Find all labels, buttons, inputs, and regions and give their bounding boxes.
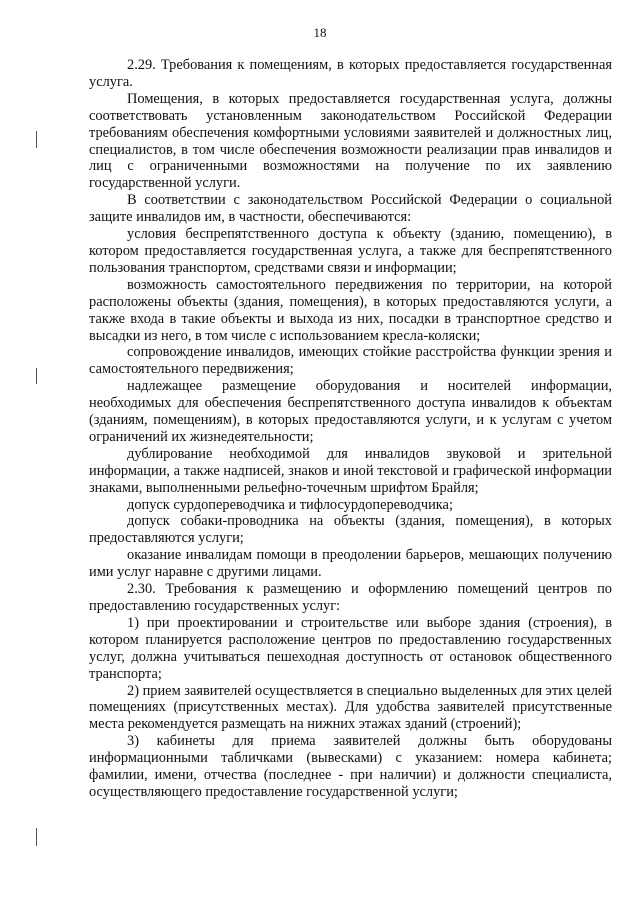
list-item: дублирование необходимой для инвалидов звуковой и зрительной информации, а также надписей, знаков и иной текстовой и графической информации знаками, выполненными рельефно-точечным шрифтом Брайля;	[89, 445, 612, 496]
section-heading-2-30: 2.30. Требования к размещению и оформлению помещений центров по предоставлению государственных услуг:	[89, 581, 612, 614]
document-body	[89, 57, 612, 801]
margin-mark	[36, 828, 37, 846]
page-number: 18	[313, 25, 327, 40]
numbered-item: 2) прием заявителей осуществляется в специально выделенных для этих целей помещениях (присутственных местах). Для удобства заявителей присутственные места рекомендуется размещать на нижних этажах зданий (строений);	[89, 682, 612, 733]
list-item: допуск сурдопереводчика и тифлосурдопереводчика;	[127, 496, 453, 513]
numbered-item: 1) при проектировании и строительстве или выборе здания (строения), в котором планируется расположение центров по предоставлению государственных услуг, должна учитываться пешеходная доступность от остановок общественного транспорта;	[89, 614, 612, 682]
list-item: надлежащее размещение оборудования и носителей информации, необходимых для обеспечения беспрепятственного доступа инвалидов к объектам (зданиям, помещениям), в которых предоставляются услуги, и к услугам с учетом ограничений их жизнедеятельности;	[89, 378, 612, 445]
list-item: условия беспрепятственного доступа к объекту (зданию, помещению), в котором предоставляется государственная услуга, а также для беспрепятственного пользования транспортом, средствами связи и информации;	[89, 226, 612, 276]
list-item: возможность самостоятельного передвижения по территории, на которой расположены объекты (здания, помещения), в которых предоставляются услуги, а также входа в такие объекты и выхода из них, посадки в транспортное средство и высадки из него, в том числе с использованием кресла-коляски;	[89, 276, 612, 344]
section-heading-2-29: 2.29. Требования к помещениям, в которых предоставляется государственная услуга.	[89, 57, 612, 90]
list-item: оказание инвалидам помощи в преодолении барьеров, мешающих получению ими услуг наравне с другими лицами.	[89, 547, 612, 581]
margin-mark	[36, 368, 37, 384]
list-item: допуск собаки-проводника на объекты (здания, помещения), в которых предоставляются услуги;	[89, 513, 612, 547]
paragraph: В соответствии с законодательством Российской Федерации о социальной защите инвалидов им, в частности, обеспечиваются:	[89, 192, 612, 226]
numbered-item: 3) кабинеты для приема заявителей должны быть оборудованы информационными табличками (вывесками) с указанием: номера кабинета; фамилии, имени, отчества (последнее - при наличии) и должности специалиста, осуществляющего предоставление государственной услуги;	[89, 733, 612, 800]
paragraph: Помещения, в которых предоставляется государственная услуга, должны соответствовать установленным законодательством Российской Федерации требованиям обеспечения комфортными условиями заявителей и должностных лиц, специалистов, в том числе обеспечения возможности реализации прав инвалидов и лиц с ограниченными возможностями на получение по их заявлению государственной услуги.	[89, 90, 612, 192]
list-item: сопровождение инвалидов, имеющих стойкие расстройства функции зрения и самостоятельного передвижения;	[89, 344, 612, 378]
margin-mark	[36, 131, 37, 148]
